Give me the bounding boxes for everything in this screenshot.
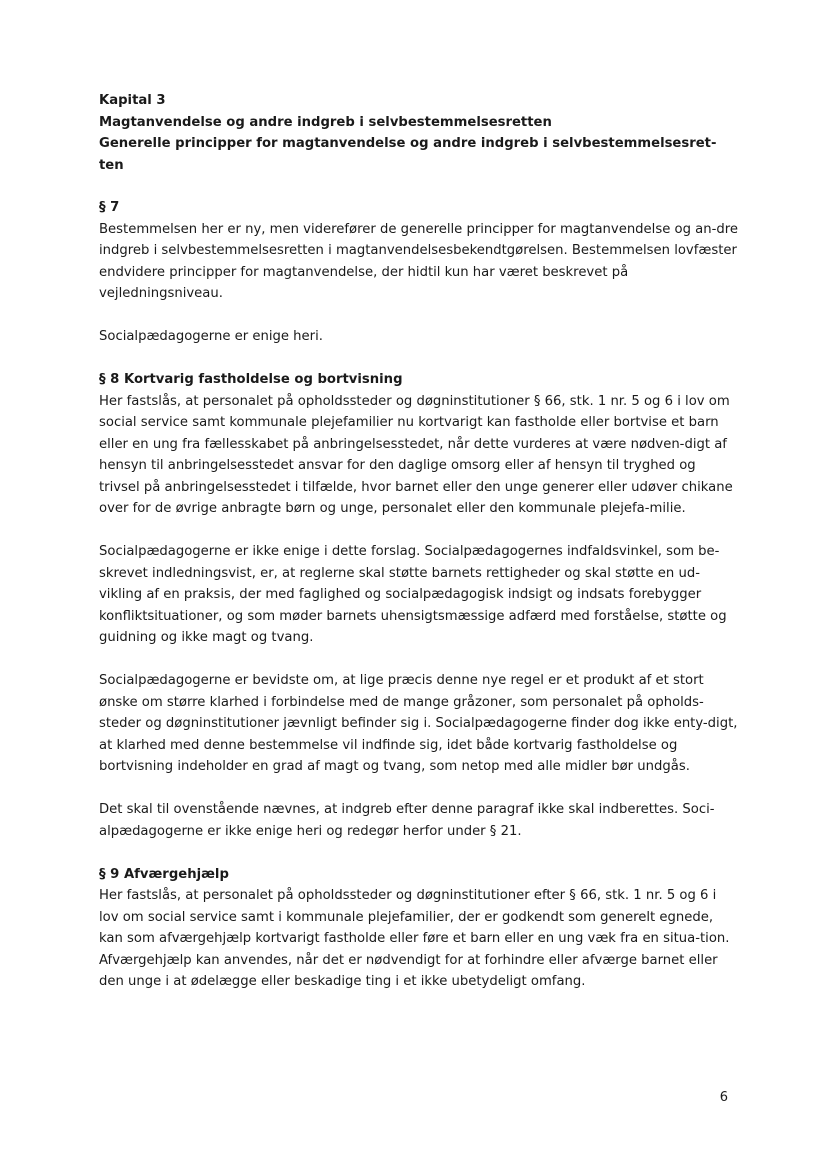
section-7-comment: Socialpædagogerne er enige heri. — [99, 329, 323, 344]
section-8-body: Her fastslås, at personalet på opholdssteder og døgninstitutioner § 66, stk. 1 nr. 5 og 6 i lov om social service samt kommunale plejefamilier nu kortvarigt kan fastholde eller bortvise et barn eller en ung fra fællesskabet på anbringelsesstedet, når dette vurderes at være nødven-digt af hensyn til anbringelsesstedet ansvar for den daglige omsorg eller af hensyn til tryghed og trivsel på anbringelsesstedet i tilfælde, hvor barnet eller den unge generer eller udøver chikane over for de øvrige anbragte børn og unge, personalet eller den kommunale plejefa-milie. — [99, 393, 733, 516]
chapter-title: Magtanvendelse og andre indgreb i selvbestemmelsesretten — [99, 114, 552, 130]
section-7 — [99, 197, 739, 348]
section-8-comment-2: Socialpædagogerne er bevidste om, at lige præcis denne nye regel er et produkt af et stort ønske om større klarhed i forbindelse med de mange gråzoner, som personalet på opholds-steder og døgninstitutioner jævnligt befinder sig i. Socialpædagogerne finder dog ikke enty-digt, at klarhed med denne bestemmelse vil indfinde sig, idet både kortvarig fastholdelse og bortvisning indeholder en grad af magt og tvang, som netop med alle midler bør undgås. — [99, 673, 738, 774]
chapter-subtitle: Generelle principper for magtanvendelse og andre indgreb i selvbestemmelsesret-ten — [99, 136, 717, 173]
page-content — [99, 90, 739, 993]
section-8 — [99, 369, 739, 842]
page-number: 6 — [719, 1090, 728, 1105]
section-9-heading: § 9 Afværgehjælp — [99, 866, 229, 882]
section-8-comment-3: Det skal til ovenstående nævnes, at indgreb efter denne paragraf ikke skal indberettes. Soci-alpædagogerne er ikke enige heri og redegør herfor under § 21. — [99, 802, 715, 839]
section-7-body: Bestemmelsen her er ny, men viderefører de generelle principper for magtanvendelse og an-dre indgreb i selvbestemmelsesretten i magtanvendelsesbekendtgørelsen. Bestemmelsen lovfæster endvidere principper for magtanvendelse, der hidtil kun har været beskrevet på vejledningsniveau. — [99, 221, 738, 301]
section-9-body: Her fastslås, at personalet på opholdssteder og døgninstitutioner efter § 66, stk. 1 nr. 5 og 6 i lov om social service samt i kommunale plejefamilier, der er godkendt som generelt egnede, kan som afværgehjælp kortvarigt fastholde eller føre et barn eller en ung væk fra en situa-tion. Afværgehjælp kan anvendes, når det er nødvendigt for at forhindre eller afværge barnet eller den unge i at ødelægge eller beskadige ting i et ikke ubetydeligt omfang. — [99, 888, 730, 989]
section-8-comment-1: Socialpædagogerne er ikke enige i dette forslag. Socialpædagogernes indfaldsvinkel, som be-skrevet indledningsvist, er, at reglerne skal støtte barnets rettigheder og skal støtte en ud-vikling af en praksis, der med faglighed og socialpædagogisk indsigt og indsats forebygger konfliktsituationer, og som møder barnets uhensigtsmæssige adfærd med forståelse, støtte og guidning og ikke magt og tvang. — [99, 544, 727, 645]
section-9 — [99, 864, 739, 993]
section-7-heading: § 7 — [99, 200, 120, 215]
chapter-heading — [99, 90, 739, 176]
chapter-label: Kapital 3 — [99, 93, 166, 108]
section-8-heading: § 8 Kortvarig fastholdelse og bortvisning — [99, 372, 403, 387]
